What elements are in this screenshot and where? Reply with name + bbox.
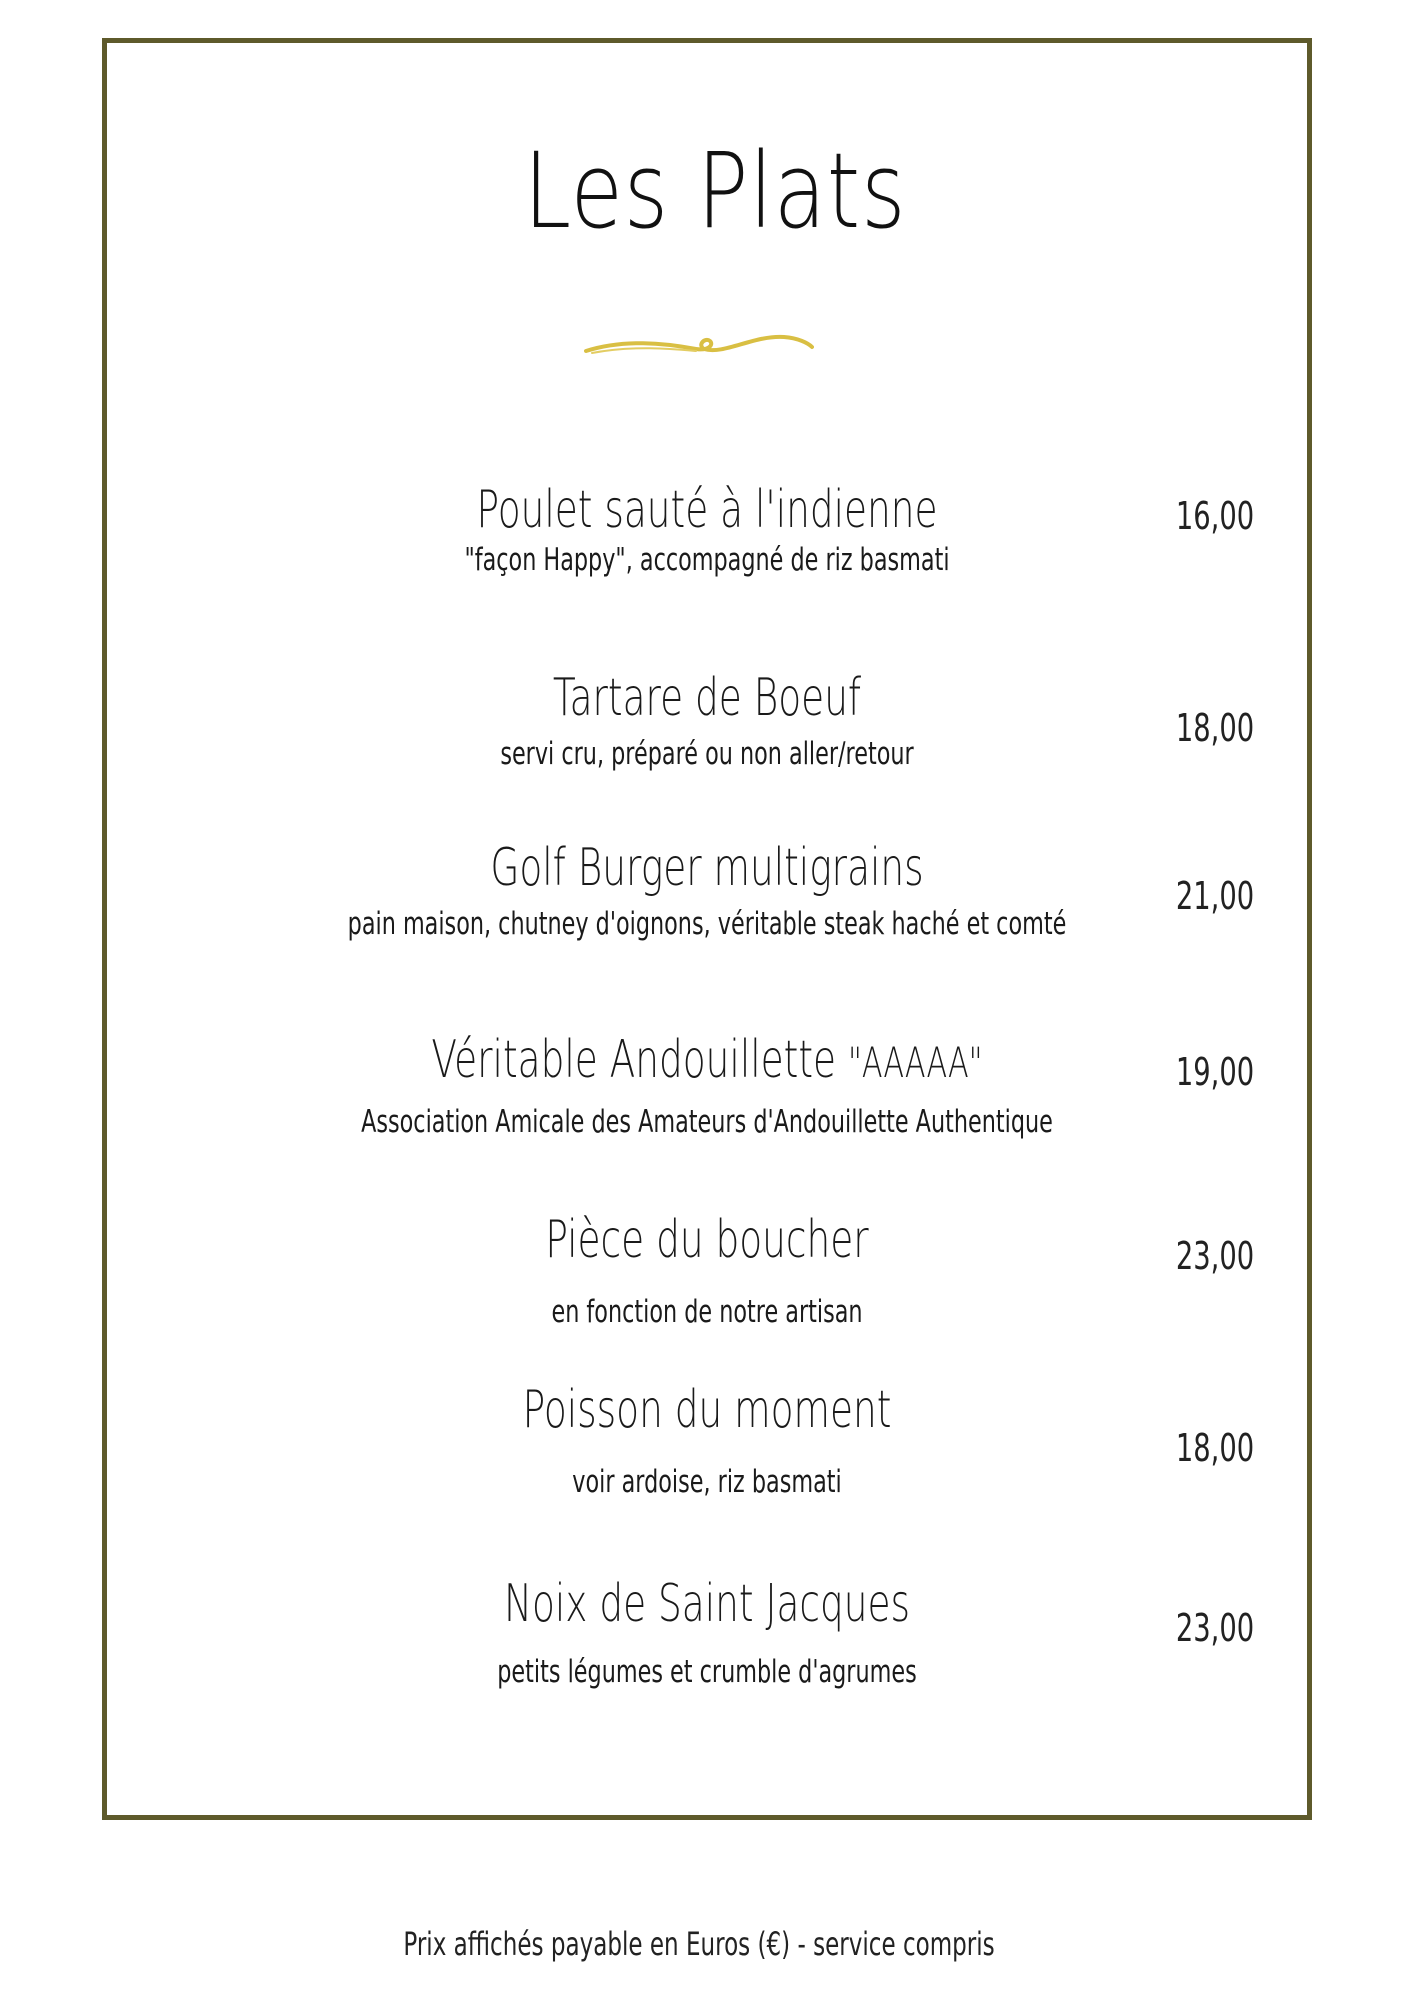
dish-name: Poisson du moment [522, 1380, 892, 1440]
price-footnote: Prix affichés payable en Euros (€) - service compris [403, 1925, 995, 1963]
dish-price: 23,00 [1175, 1606, 1255, 1650]
dish-name-main: Véritable Andouillette [431, 1030, 837, 1090]
dish-name: Golf Burger multigrains [490, 838, 924, 898]
dish-name: Poulet sauté à l'indienne [476, 480, 938, 540]
dish-price: 16,00 [1175, 494, 1255, 538]
dish-name: Pièce du boucher [545, 1210, 869, 1270]
dish-price: 23,00 [1175, 1234, 1255, 1278]
dish-description: Association Amicale des Amateurs d'Andouillette Authentique [361, 1104, 1053, 1140]
dish-price: 19,00 [1175, 1050, 1255, 1094]
dish-price: 18,00 [1175, 1426, 1255, 1470]
gold-flourish-ornament [584, 325, 814, 365]
dish-description: voir ardoise, riz basmati [572, 1464, 842, 1500]
page-title: Les Plats [523, 130, 907, 252]
dish-description: servi cru, préparé ou non aller/retour [500, 736, 914, 772]
dish-price: 21,00 [1175, 874, 1255, 918]
dish-description: pain maison, chutney d'oignons, véritable steak haché et comté [347, 906, 1067, 942]
dish-name: Tartare de Boeuf [552, 668, 862, 728]
dish-name-suffix: "AAAAA" [847, 1038, 983, 1087]
dish-description: "façon Happy", accompagné de riz basmati [464, 542, 950, 578]
dish-price: 18,00 [1175, 706, 1255, 750]
dish-description: petits légumes et crumble d'agrumes [497, 1654, 917, 1690]
dish-description: en fonction de notre artisan [551, 1294, 863, 1330]
dish-name: Noix de Saint Jacques [503, 1574, 911, 1634]
dish-name [299, 1030, 1115, 1090]
